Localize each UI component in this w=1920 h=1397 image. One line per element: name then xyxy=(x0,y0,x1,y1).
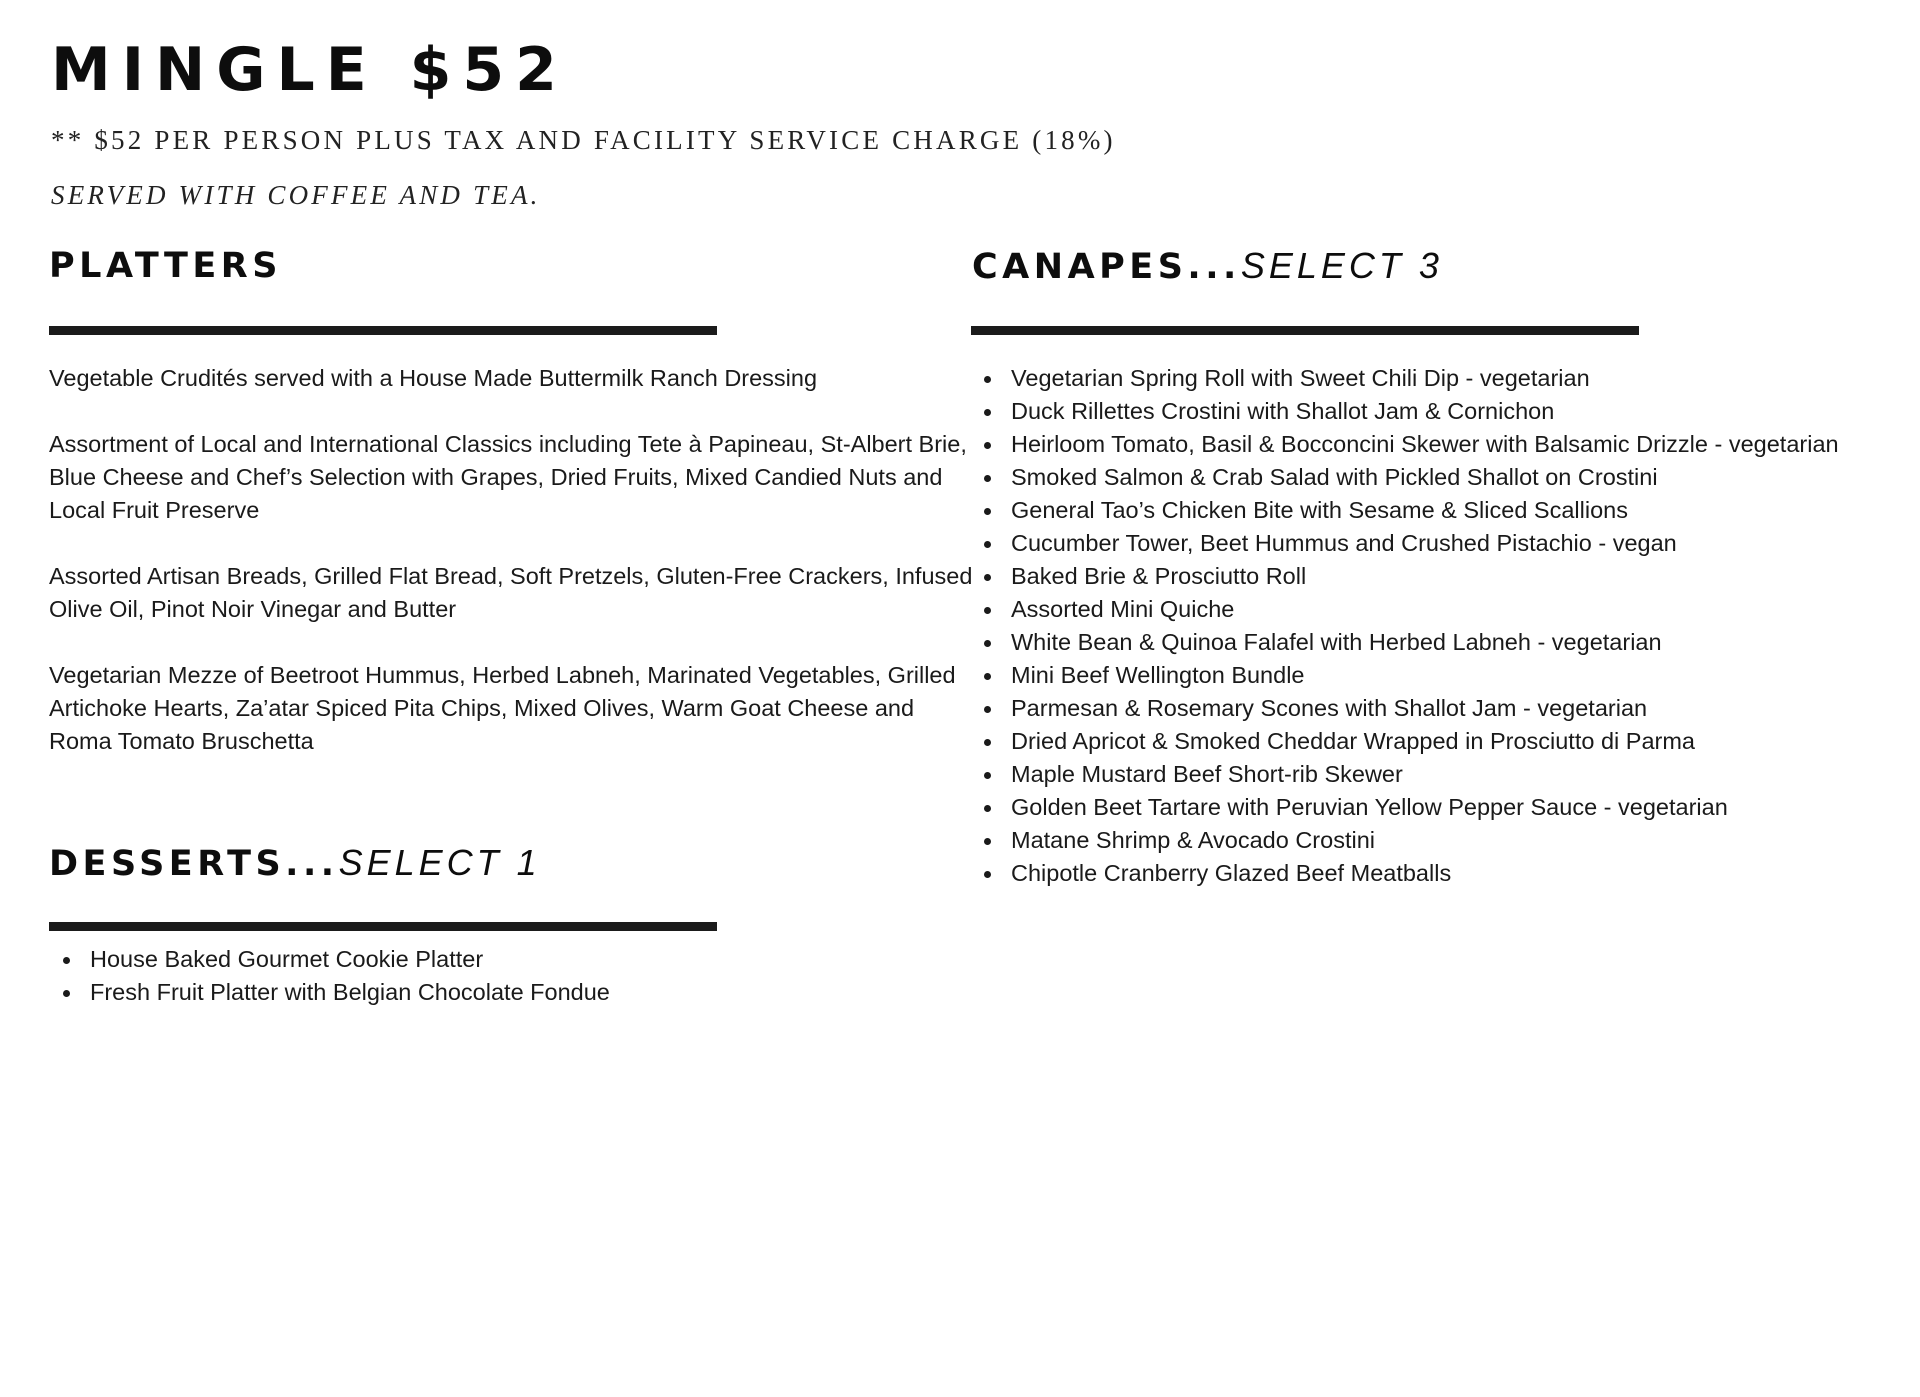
canape-item: Smoked Salmon & Crab Salad with Pickled Shallot on Crostini xyxy=(970,461,1839,494)
desserts-selection: SELECT 1 xyxy=(338,842,541,883)
dessert-item: House Baked Gourmet Cookie Platter xyxy=(49,943,610,976)
canape-item: Heirloom Tomato, Basil & Bocconcini Skewer with Balsamic Drizzle - vegetarian xyxy=(970,428,1839,461)
dessert-item: Fresh Fruit Platter with Belgian Chocolate Fondue xyxy=(49,976,610,1009)
canape-item: Duck Rillettes Crostini with Shallot Jam & Cornichon xyxy=(970,395,1839,428)
platter-item: Assorted Artisan Breads, Grilled Flat Bread, Soft Pretzels, Gluten-Free Crackers, Infused Olive Oil, Pinot Noir Vinegar and Butter xyxy=(49,563,973,622)
canapes-divider xyxy=(971,326,1639,335)
canapes-selection: SELECT 3 xyxy=(1240,245,1443,286)
canape-item: Maple Mustard Beef Short-rib Skewer xyxy=(970,758,1839,791)
platter-item: Vegetable Crudités served with a House Made Buttermilk Ranch Dressing xyxy=(49,365,818,391)
canape-item: Cucumber Tower, Beet Hummus and Crushed Pistachio - vegan xyxy=(970,527,1839,560)
page-title: MINGLE $52 xyxy=(51,35,568,105)
canape-item: General Tao’s Chicken Bite with Sesame & Sliced Scallions xyxy=(970,494,1839,527)
canape-item: Parmesan & Rosemary Scones with Shallot Jam - vegetarian xyxy=(970,692,1839,725)
canapes-heading xyxy=(972,244,1443,289)
canape-item: Golden Beet Tartare with Peruvian Yellow Pepper Sauce - vegetarian xyxy=(970,791,1839,824)
served-note: SERVED WITH COFFEE AND TEA. xyxy=(51,180,541,210)
desserts-heading xyxy=(49,841,541,886)
price-note: ** $52 PER PERSON PLUS TAX AND FACILITY SERVICE CHARGE (18%) xyxy=(51,125,1116,155)
canape-item: Matane Shrimp & Avocado Crostini xyxy=(970,824,1839,857)
canape-item: Chipotle Cranberry Glazed Beef Meatballs xyxy=(970,857,1839,890)
canape-item: Assorted Mini Quiche xyxy=(970,593,1839,626)
desserts-list xyxy=(49,943,610,1009)
canape-item: Mini Beef Wellington Bundle xyxy=(970,659,1839,692)
canape-item: Baked Brie & Prosciutto Roll xyxy=(970,560,1839,593)
platter-item: Assortment of Local and International Classics including Tete à Papineau, St-Albert Brie, Blue Cheese and Chef’s Selection with Grapes, Dried Fruits, Mixed Candied Nuts and Local Fruit Preserve xyxy=(49,431,967,523)
platter-item: Vegetarian Mezze of Beetroot Hummus, Herbed Labneh, Marinated Vegetables, Grilled Artichoke Hearts, Za’atar Spiced Pita Chips, Mixed Olives, Warm Goat Cheese and Roma Tomato Bruschetta xyxy=(49,662,956,754)
platters-divider xyxy=(49,326,717,335)
desserts-heading-label: DESSERTS... xyxy=(49,844,339,884)
platters-heading: PLATTERS xyxy=(49,246,282,286)
platters-list xyxy=(49,362,974,791)
canape-item: White Bean & Quinoa Falafel with Herbed Labneh - vegetarian xyxy=(970,626,1839,659)
desserts-divider xyxy=(49,922,717,931)
canape-item: Dried Apricot & Smoked Cheddar Wrapped in Prosciutto di Parma xyxy=(970,725,1839,758)
canape-item: Vegetarian Spring Roll with Sweet Chili Dip - vegetarian xyxy=(970,362,1839,395)
canapes-list xyxy=(970,362,1839,890)
canapes-heading-label: CANAPES... xyxy=(972,247,1241,287)
